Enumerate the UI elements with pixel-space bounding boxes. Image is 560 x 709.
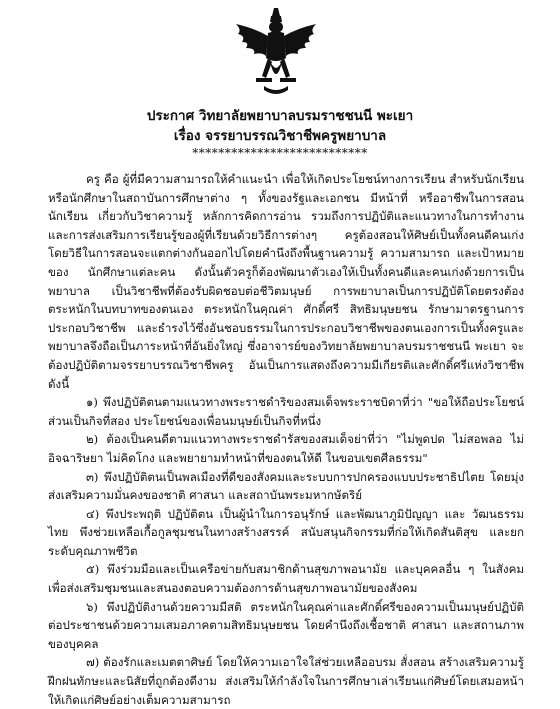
list-item: ๕) พึงร่วมมือและเป็นเครือข่ายกับสมาชิกด้านสุขภาพอนามัย และบุคคลอื่น ๆ ในสังคม เพื่อส่งเสริมชุมชนและสนองตอบความต้องการด้านสุขภาพอนามัยของสังคม: [48, 562, 524, 596]
list-item: ๑) พึงปฏิบัติตนตามแนวทางพระราชดำริของสมเด็จพระราชบิดาที่ว่า "ขอให้ถือประโยชน์ส่วนเป็นกิจที่สอง ประโยชน์ของเพื่อนมนุษย์เป็นกิจที่หนึ่ง: [48, 395, 524, 428]
title-line-1: ประกาศ วิทยาลัยพยาบาลบรมราชชนนี พะเยา: [146, 108, 414, 124]
list-item: ๔) พึงประพฤติ ปฏิบัติตน เป็นผู้นำในการอนุรักษ์ และพัฒนาภูมิปัญญา และ วัฒนธรรมไทย พึงช่วยเหลือเกื้อกูลชุมชนในทางสร้างสรรค์ สนับสนุนกิจกรรมที่ก่อให้เกิดสันติสุข และยกระดับคุณภาพชีวิต: [48, 506, 524, 558]
document-body: [48, 170, 524, 709]
list-item: ๒) ต้องเป็นคนดีตามแนวทางพระราชดำรัสของสมเด็จย่าที่ว่า "ไม่พูดปด ไม่สอพลอ ไม่อิจฉาริษยา ไม่คิดโกง และพยายามทำหน้าที่ของตนให้ดี ในขอบเขตศีลธรรม": [48, 432, 524, 465]
title-line-2: เรื่อง จรรยาบรรณวิชาชีพครูพยาบาล: [173, 128, 387, 144]
list-item: ๓) พึงปฏิบัติตนเป็นพลเมืองที่ดีของสังคมและระบบการปกครองแบบประชาธิปไตย โดยมุ่งส่งเสริมความมั่นคงของชาติ ศาสนา และสถาบันพระมหากษัตริย์: [48, 469, 524, 503]
list-item: ๖) พึงปฏิบัติงานด้วยความมีสติ ตระหนักในคุณค่าและศักดิ์ศรีของความเป็นมนุษย์ปฏิบัติต่อประชาชนด้วยความเสมอภาคตามสิทธิมนุษยชน โดยคำนึงถึงเชื้อชาติ ศาสนา และสถานภาพของบุคคล: [48, 599, 524, 651]
separator: ***************************: [192, 146, 368, 160]
garuda-emblem: [228, 6, 324, 98]
list-item: ๗) ต้องรักและเมตตาศิษย์ โดยให้ความเอาใจใส่ช่วยเหลืออบรม สั่งสอน สร้างเสริมความรู้ ฝึกฝนทักษะและนิสัยที่ถูกต้องดีงาม ส่งเสริมให้กำลังใจในการศึกษาเล่าเรียนแก่ศิษย์โดยเสมอหน้า ให้เกิดแก่ศิษย์อย่างเต็มความสามารถ: [48, 655, 524, 707]
intro-paragraph: ครู คือ ผู้ที่มีความสามารถให้คำแนะนำ เพื่อให้เกิดประโยชน์ทางการเรียน สำหรับนักเรียน หรือนักศึกษาในสถาบันการศึกษาต่าง ๆ ทั้งของรัฐและเอกชน มีหน้าที่ หรืออาชีพในการสอนนักเรียน เกี่ยวกับวิชาความรู้ หลักการคิดการอ่าน รวมถึงการปฏิบัติและแนวทางในการทำงาน และการส่งเสริมการเรียนรู้ของผู้ที่เรียนด้วยวิธีการต่างๆ ครูต้องสอนให้ศิษย์เป็นทั้งคนดีคนเก่ง โดยวิธีในการสอนจะแตกต่างกันออกไปโดยคำนึงถึงพื้นฐานความรู้ ความสามารถ และเป้าหมายของ นักศึกษาแต่ละคน ดังนั้นตัวครูก็ต้องพัฒนาตัวเองให้เป็นทั้งคนดีและคนเก่งด้วยการเป็นพยาบาล เป็นวิชาชีพที่ต้องรับผิดชอบต่อชีวิตมนุษย์ การพยาบาลเป็นการปฏิบัติโดยตรงต้องตระหนักในบทบาทของตนเอง ตระหนักในคุณค่า ศักดิ์ศรี สิทธิมนุษยชน รักษามาตรฐานการประกอบวิชาชีพ และธำรงไว้ซึ่งอันชอบธรรมในการประกอบวิชาชีพของตนเองการเป็นทั้งครูและพยาบาลจึงถือเป็นภาระหน้าที่อันยิ่งใหญ่ ซึ่งอาจารย์ของวิทยาลัยพยาบาลบรมราชชนนี พะเยา จะต้องปฏิบัติตามจรรยาบรรณวิชาชีพครู อันเป็นการแสดงถึงความมีเกียรติและศักดิ์ศรีแห่งวิชาชีพ ดังนี้: [48, 172, 524, 391]
